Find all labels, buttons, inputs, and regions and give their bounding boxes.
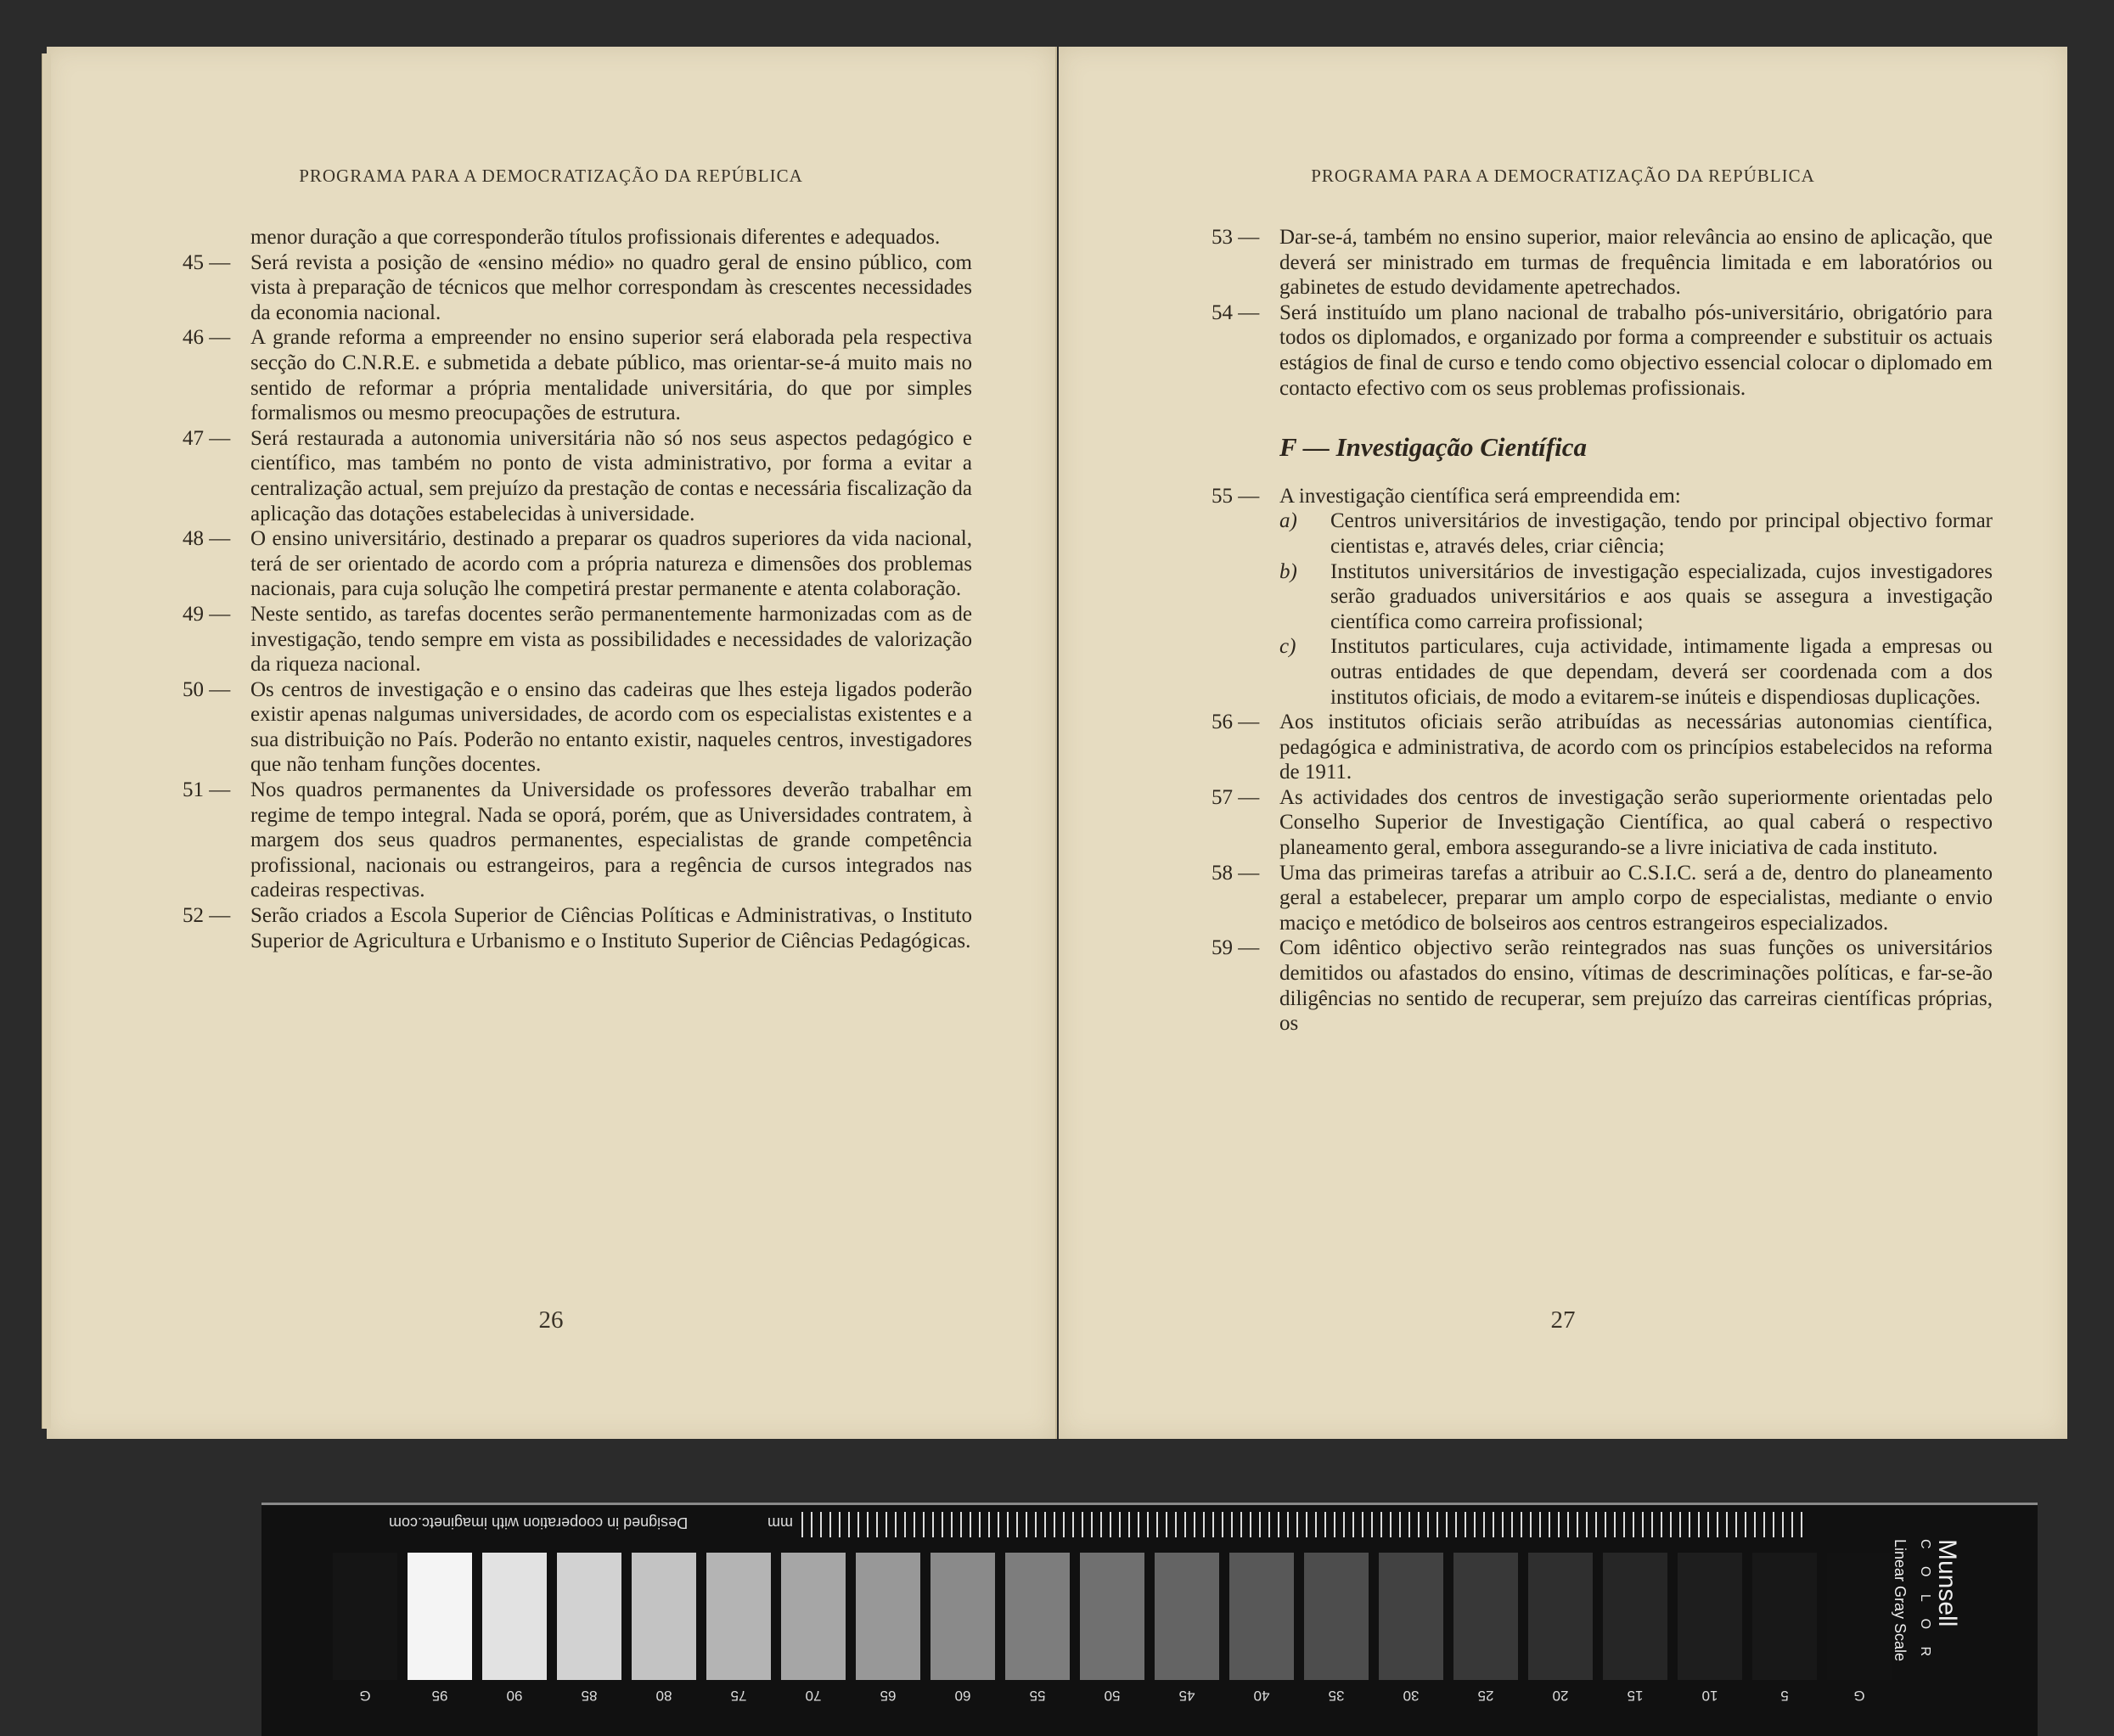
paragraph-number: 49 — [183, 602, 231, 626]
paragraph-text: Dar-se-á, também no ensino superior, maior relevância ao ensino de aplicação, que deverá ser ministrado em turmas de frequência limitada e em laboratórios ou gabinetes de estudo devidamente apetrechados. [1279, 226, 1993, 300]
paragraph-49 [183, 602, 972, 677]
gray-patch-label: 65 [880, 1688, 897, 1704]
subitem-letter: a) [1279, 509, 1297, 533]
paragraph-text: Será instituído um plano nacional de trabalho pós-universitário, obrigatório para todos os diplomados, e organizado por forma a compreender e substituir os actuais estágios de final de curso e tendo como objectivo essencial colocar o diplomado em contacto efectivo com os seus problemas profissionais. [1279, 301, 1993, 400]
paragraph-text: O ensino universitário, destinado a preparar os quadros superiores da vida nacional, terá de ser orientado de acordo com a própria natureza e dimensões dos problemas nacionais, para cuja solução lhe competirá prestar permanente e atenta colaboração. [250, 527, 972, 601]
brand-sub: C O L O R [1918, 1539, 1932, 1664]
brand-name: Munsell [1933, 1539, 1961, 1627]
gray-patch [1005, 1553, 1070, 1680]
card-credit: Designed in cooperation with imaginetc.com [389, 1514, 689, 1531]
paragraph-number: 56 — [1212, 711, 1260, 734]
gray-patch [930, 1553, 995, 1680]
running-head: PROGRAMA PARA A DEMOCRATIZAÇÃO DA REPÚBLICA [1311, 166, 1815, 186]
gray-patch-label: 75 [730, 1688, 747, 1704]
paragraph-number: 51 — [183, 778, 231, 802]
gray-patch-label: 25 [1477, 1688, 1494, 1704]
paragraph-text: Aos institutos oficiais serão atribuídas as necessárias autonomias científica, pedagógica e administrativa, de acordo com os princípios estabelecidos na reforma de 1911. [1279, 711, 1993, 784]
gray-patch-label: 35 [1328, 1688, 1345, 1704]
paragraph-number: 50 — [183, 677, 231, 701]
subitem-a [1212, 508, 1993, 559]
left-page-body [183, 225, 972, 953]
gray-patch [781, 1553, 846, 1680]
paragraph-text: Será restaurada a autonomia universitária não só nos seus aspectos pedagógico e científico, mas também no ponto de vista administrativo, por forma a evitar a centralização actual, sem prejuízo da prestação de contas e necessária fiscalização da aplicação das dotações estabelecidas à universidade. [250, 426, 972, 525]
subitem-b [1212, 559, 1993, 635]
continuation-text: menor duração a que corresponderão títulos profissionais diferentes e adequados. [250, 226, 941, 249]
paragraph-57 [1212, 785, 1993, 861]
paragraph-number: 47 — [183, 426, 231, 450]
gray-patch [1827, 1553, 1892, 1680]
paragraph-48 [183, 526, 972, 602]
paragraph-text: Nos quadros permanentes da Universidade os professores deverão trabalhar em regime de tempo integral. Nada se oporá, porém, que as Universidades contratem, à margem dos seus quadros permanentes, especialistas de grande competência profissional, nacionais ou estrangeiros, para a regência de cursos integrados nas cadeiras respectivas. [250, 778, 972, 902]
paragraph-number: 57 — [1212, 785, 1260, 809]
paragraph-text: Com idêntico objectivo serão reintegrados nas suas funções os universitários demitidos ou afastados do ensino, vítimas de descriminações políticas, e far-se-ão diligências no sentido de recuperar, sem prejuízo das carreiras científicas próprias, os [1279, 936, 1993, 1036]
gray-patch-label: 60 [954, 1688, 971, 1704]
paragraph-number: 58 — [1212, 861, 1260, 885]
gray-patch [557, 1553, 621, 1680]
munsell-logo [1892, 1539, 1995, 1709]
gray-patch-label: 10 [1701, 1688, 1718, 1704]
gray-patch [856, 1553, 920, 1680]
gray-patch-label: G [359, 1688, 371, 1704]
page-number: 26 [538, 1306, 564, 1334]
paragraph-50 [183, 677, 972, 778]
gray-patch [482, 1553, 547, 1680]
subitem-text: Institutos particulares, cuja actividade, intimamente ligada a empresas ou outras entidades de que dependam, deverá ser coordenada com a dos institutos oficiais, de modo a evitarem-se inúteis e dispendiosas duplicações. [1330, 635, 1993, 709]
paragraph-56 [1212, 710, 1993, 785]
paragraph-58 [1212, 861, 1993, 936]
paragraph-55 [1212, 484, 1993, 509]
paragraph-text: A investigação científica será empreendida em: [1279, 484, 1681, 508]
paragraph-45 [183, 250, 972, 326]
gray-patch [1379, 1553, 1443, 1680]
gray-patch-label: 95 [431, 1688, 448, 1704]
gray-patch [1752, 1553, 1817, 1680]
paragraph-53 [1212, 225, 1993, 301]
paragraph-52 [183, 903, 972, 953]
section-title: F — Investigação Científica [1279, 432, 1587, 463]
subitem-text: Institutos universitários de investigação especializada, cujos investigadores serão graduados universitários e aos quais se assegura a investigação científica como carreira profissional; [1330, 559, 1993, 633]
mm-label: mm [767, 1514, 793, 1531]
gray-patch [1229, 1553, 1294, 1680]
gray-patch-label: 5 [1780, 1688, 1789, 1704]
subitem-text: Centros universitários de investigação, tendo por principal objectivo formar cientistas e, através deles, criar ciência; [1330, 509, 1993, 558]
gray-patch [1304, 1553, 1369, 1680]
paragraph-number: 54 — [1212, 301, 1260, 324]
gray-patch-label: 50 [1104, 1688, 1121, 1704]
gray-patch-label: 30 [1403, 1688, 1420, 1704]
right-page-body [1212, 225, 1993, 1037]
gray-scale-labels [261, 1687, 1892, 1704]
paragraph-47 [183, 426, 972, 526]
running-head: PROGRAMA PARA A DEMOCRATIZAÇÃO DA REPÚBLICA [299, 166, 803, 186]
gray-patch [1155, 1553, 1219, 1680]
page-edge [42, 53, 51, 1429]
gray-patch-label: 85 [581, 1688, 598, 1704]
paragraph-text: Serão criados a Escola Superior de Ciências Políticas e Administrativas, o Instituto Superior de Agricultura e Urbanismo e o Instituto Superior de Ciências Pedagógicas. [250, 904, 972, 952]
gray-patch [408, 1553, 472, 1680]
paragraph-number: 52 — [183, 904, 231, 928]
gray-patches [261, 1553, 1892, 1680]
paragraph-59 [1212, 935, 1993, 1036]
paragraph-text: A grande reforma a empreender no ensino superior será elaborada pela respectiva secção do C.N.R.E. e submetida a debate público, mas orientar-se-á muito mais no sentido de reformar a própria mentalidade universitária, do que por simples formalismos ou mesmo preocupações de estrutura. [250, 326, 972, 425]
gray-patch [1453, 1553, 1518, 1680]
gray-patch-label: 40 [1253, 1688, 1270, 1704]
paragraph-text: Será revista a posição de «ensino médio» no quadro geral de ensino público, com vista à preparação de técnicos que melhor correspondam às crescentes necessidades da economia nacional. [250, 250, 972, 324]
page-number: 27 [1550, 1306, 1576, 1334]
gray-patch [1678, 1553, 1742, 1680]
paragraph-number: 46 — [183, 326, 231, 350]
gray-scale-card [261, 1503, 2038, 1736]
subitem-letter: c) [1279, 635, 1296, 659]
gray-patch [1603, 1553, 1667, 1680]
gray-patch-label: 80 [655, 1688, 672, 1704]
paragraph-number: 59 — [1212, 936, 1260, 960]
book-spread [47, 47, 2067, 1439]
gray-patch-label: 45 [1178, 1688, 1195, 1704]
mm-ruler [801, 1512, 1803, 1537]
paragraph-number: 55 — [1212, 484, 1260, 508]
gray-patch [333, 1553, 397, 1680]
paragraph-text: Uma das primeiras tarefas a atribuir ao C.S.I.C. será a de, dentro do planeamento geral a estabelecer, preparar um amplo corpo de especialistas, mediante o envio maciço e metódico de bolseiros aos centros estrangeiros especializados. [1279, 861, 1993, 935]
gray-patch [1080, 1553, 1144, 1680]
paragraph-46 [183, 325, 972, 425]
paragraph-text: As actividades dos centros de investigação serão superiormente orientadas pelo Conselho Superior de Investigação Científica, ao qual caberá o respectivo planeamento geral, embora assegurando-se a livre iniciativa de cada instituto. [1279, 785, 1993, 860]
paragraph-51 [183, 778, 972, 903]
card-subtitle: Linear Gray Scale [1892, 1539, 1909, 1662]
gray-patch-label: G [1853, 1688, 1865, 1704]
gray-patch [632, 1553, 696, 1680]
paragraph-number: 53 — [1212, 226, 1260, 249]
subitem-c [1212, 634, 1993, 710]
left-page [47, 47, 1057, 1439]
paragraph-text: Neste sentido, as tarefas docentes serão permanentemente harmonizadas com as de investigação, tendo sempre em vista as possibilidades e necessidades de valorização da riqueza nacional. [250, 602, 972, 677]
gray-patch-label: 90 [506, 1688, 523, 1704]
gray-patch-label: 20 [1552, 1688, 1569, 1704]
paragraph-number: 45 — [183, 250, 231, 274]
paragraph-text: Os centros de investigação e o ensino das cadeiras que lhes esteja ligados poderão existir apenas nalgumas universidades, de acordo com os especialistas existentes e a sua distribuição no País. Poderão no entanto existir, naqueles centros, investigadores que não tenham funções docentes. [250, 677, 972, 777]
gray-patch-label: 55 [1029, 1688, 1046, 1704]
subitem-letter: b) [1279, 559, 1297, 583]
right-page [1059, 47, 2067, 1439]
paragraph-54 [1212, 301, 1993, 401]
gray-patch [706, 1553, 771, 1680]
gray-patch-label: 70 [805, 1688, 822, 1704]
gray-patch-label: 15 [1627, 1688, 1644, 1704]
gray-patch [1528, 1553, 1593, 1680]
paragraph-number: 48 — [183, 527, 231, 551]
